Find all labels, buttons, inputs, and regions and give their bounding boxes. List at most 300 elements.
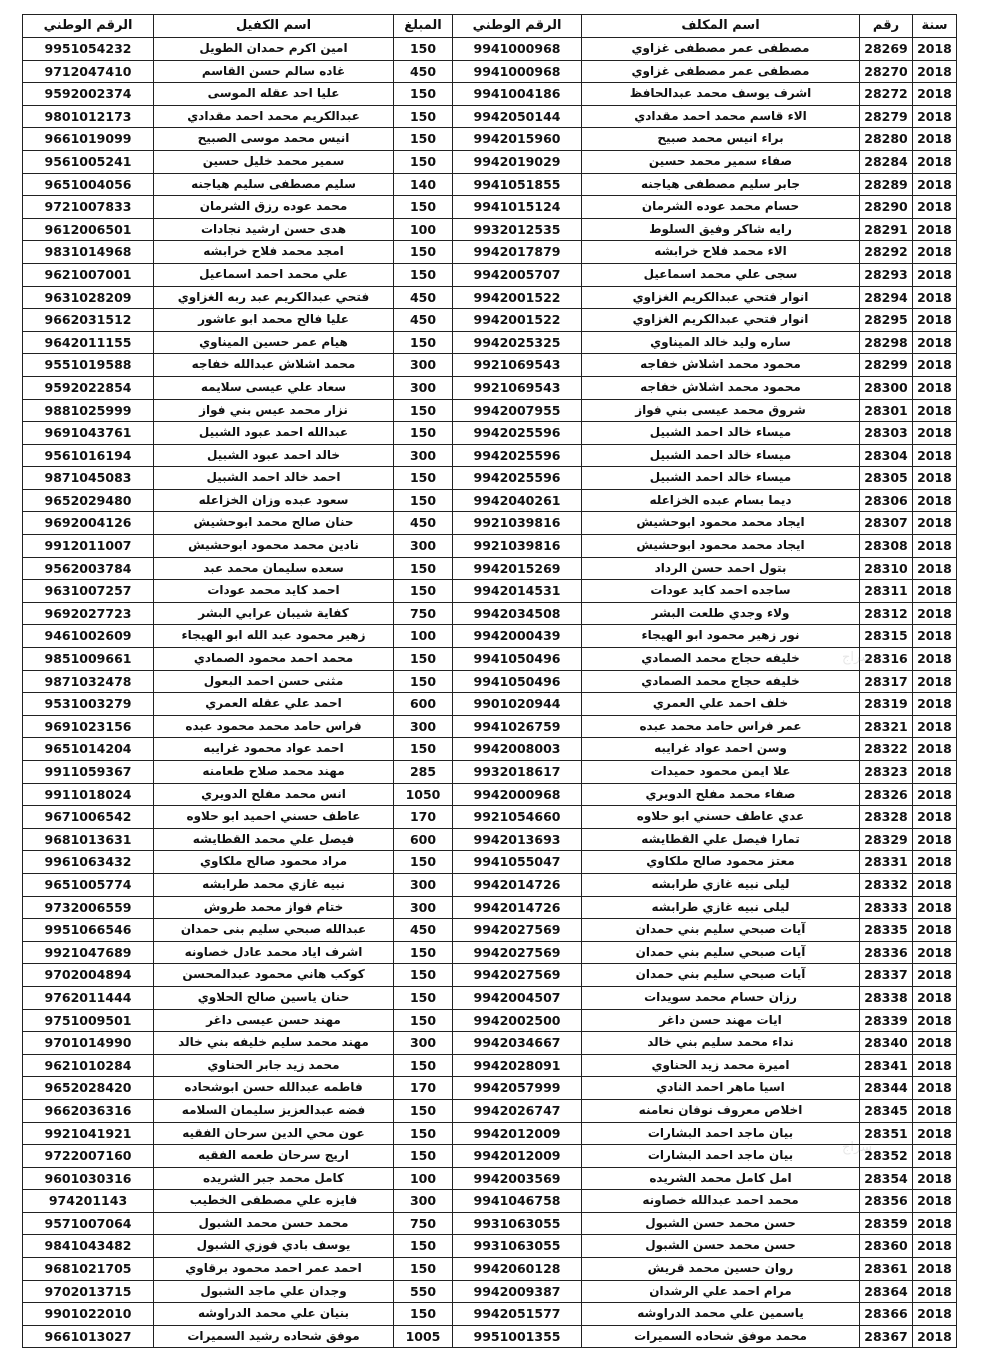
cell-year: 2018	[913, 286, 957, 309]
cell-sponsor-name: امين اكرم حمدان الطويل	[154, 38, 394, 61]
table-row	[23, 331, 957, 354]
cell-year: 2018	[913, 354, 957, 377]
cell-debtor-name: نداء محمد سليم بني خالد	[582, 1032, 860, 1055]
table-row	[23, 535, 957, 558]
cell-sponsor-name: وجدان علي ماجد الشبول	[154, 1280, 394, 1303]
cell-sponsor-name: سمير محمد خليل حسين	[154, 150, 394, 173]
cell-national-id-sponsor: 9662036316	[23, 1099, 154, 1122]
cell-sponsor-name: سعود عبده وزان الخزاعله	[154, 489, 394, 512]
cell-record-number: 28312	[860, 602, 913, 625]
cell-year: 2018	[913, 1032, 957, 1055]
cell-sponsor-name: محمد اشلاش عبدالله خفاجه	[154, 354, 394, 377]
table-row	[23, 444, 957, 467]
cell-national-id-sponsor: 974201143	[23, 1190, 154, 1213]
cell-debtor-name: بيان ماجد احمد البشارات	[582, 1122, 860, 1145]
cell-sponsor-name: محمد عوده رزق الشرمان	[154, 196, 394, 219]
cell-national-id-debtor: 9942027569	[453, 941, 582, 964]
cell-sponsor-name: مهند محمد صلاح طعامنه	[154, 761, 394, 784]
cell-national-id-debtor: 9942007955	[453, 399, 582, 422]
cell-national-id-sponsor: 9651014204	[23, 738, 154, 761]
cell-national-id-sponsor: 9621007001	[23, 263, 154, 286]
cell-year: 2018	[913, 580, 957, 603]
cell-record-number: 28304	[860, 444, 913, 467]
cell-year: 2018	[913, 535, 957, 558]
cell-national-id-debtor: 9921039816	[453, 512, 582, 535]
cell-year: 2018	[913, 1054, 957, 1077]
cell-national-id-debtor: 9941046758	[453, 1190, 582, 1213]
cell-amount: 170	[394, 1077, 453, 1100]
cell-national-id-sponsor: 9921041921	[23, 1122, 154, 1145]
table-row	[23, 986, 957, 1009]
cell-debtor-name: رايه شاكر وفيق السلوط	[582, 218, 860, 241]
cell-record-number: 28331	[860, 851, 913, 874]
header-year: سنة	[913, 15, 957, 38]
cell-year: 2018	[913, 1258, 957, 1281]
cell-sponsor-name: هدى حسن ارشيد نجادات	[154, 218, 394, 241]
cell-amount: 300	[394, 896, 453, 919]
cell-debtor-name: الاء قاسم محمد احمد مقدادي	[582, 105, 860, 128]
cell-national-id-debtor: 9942014726	[453, 896, 582, 919]
cell-record-number: 28280	[860, 128, 913, 151]
cell-debtor-name: صفاء سمير محمد حسين	[582, 150, 860, 173]
cell-year: 2018	[913, 263, 957, 286]
cell-debtor-name: آيات صبحي سليم بني حمدان	[582, 964, 860, 987]
cell-amount: 300	[394, 1190, 453, 1213]
cell-record-number: 28351	[860, 1122, 913, 1145]
cell-sponsor-name: يوسف بادي فوزي الشبول	[154, 1235, 394, 1258]
cell-amount: 150	[394, 128, 453, 151]
cell-debtor-name: عدي عاطف حسني ابو حلاوه	[582, 806, 860, 829]
cell-debtor-name: ليلى نبيه غازي طرابشه	[582, 896, 860, 919]
cell-year: 2018	[913, 1145, 957, 1168]
cell-debtor-name: اخلاص معروف نوفان نعامنه	[582, 1099, 860, 1122]
cell-record-number: 28336	[860, 941, 913, 964]
table-row	[23, 670, 957, 693]
cell-national-id-sponsor: 9702004894	[23, 964, 154, 987]
cell-debtor-name: روان حسين محمد قريش	[582, 1258, 860, 1281]
cell-year: 2018	[913, 851, 957, 874]
cell-national-id-sponsor: 9951054232	[23, 38, 154, 61]
cell-record-number: 28322	[860, 738, 913, 761]
cell-debtor-name: ولاء وجدي طلعت البشر	[582, 602, 860, 625]
cell-sponsor-name: فتحي عبدالكريم عبد ربه الغزاوي	[154, 286, 394, 309]
cell-sponsor-name: سليم مصطفى سليم هياجنه	[154, 173, 394, 196]
cell-national-id-debtor: 9941004186	[453, 83, 582, 106]
cell-amount: 150	[394, 422, 453, 445]
cell-amount: 150	[394, 1258, 453, 1281]
cell-record-number: 28364	[860, 1280, 913, 1303]
cell-national-id-debtor: 9942008003	[453, 738, 582, 761]
cell-record-number: 28339	[860, 1009, 913, 1032]
table-row	[23, 512, 957, 535]
cell-year: 2018	[913, 1325, 957, 1348]
cell-sponsor-name: عبدالكريم محمد احمد مقدادي	[154, 105, 394, 128]
header-debtor-name: اسم المكلف	[582, 15, 860, 38]
cell-national-id-debtor: 9921039816	[453, 535, 582, 558]
cell-year: 2018	[913, 376, 957, 399]
cell-amount: 150	[394, 986, 453, 1009]
cell-national-id-debtor: 9942005707	[453, 263, 582, 286]
cell-national-id-sponsor: 9551019588	[23, 354, 154, 377]
cell-sponsor-name: احمد عواد محمود غرايبه	[154, 738, 394, 761]
cell-national-id-debtor: 9942002500	[453, 1009, 582, 1032]
cell-record-number: 28332	[860, 873, 913, 896]
cell-debtor-name: محمود محمد اشلاش خفاجه	[582, 354, 860, 377]
cell-year: 2018	[913, 1077, 957, 1100]
cell-national-id-sponsor: 9751009501	[23, 1009, 154, 1032]
cell-sponsor-name: غاده سالم حسن القاسم	[154, 60, 394, 83]
table-row	[23, 964, 957, 987]
cell-record-number: 28306	[860, 489, 913, 512]
cell-year: 2018	[913, 467, 957, 490]
cell-record-number: 28305	[860, 467, 913, 490]
cell-debtor-name: ميساء خالد احمد الشبيل	[582, 467, 860, 490]
table-row	[23, 1099, 957, 1122]
cell-national-id-sponsor: 9651005774	[23, 873, 154, 896]
cell-record-number: 28367	[860, 1325, 913, 1348]
cell-debtor-name: اميرة محمد زيد الحناوي	[582, 1054, 860, 1077]
cell-sponsor-name: مثنى حسن احمد البعول	[154, 670, 394, 693]
table-row	[23, 263, 957, 286]
table-row	[23, 851, 957, 874]
cell-amount: 300	[394, 535, 453, 558]
table-row	[23, 1122, 957, 1145]
cell-debtor-name: ميساء خالد احمد الشبيل	[582, 422, 860, 445]
cell-record-number: 28317	[860, 670, 913, 693]
table-row	[23, 625, 957, 648]
cell-year: 2018	[913, 512, 957, 535]
cell-national-id-sponsor: 9661013027	[23, 1325, 154, 1348]
cell-debtor-name: آيات صبحي سليم بني حمدان	[582, 941, 860, 964]
cell-national-id-debtor: 9901020944	[453, 693, 582, 716]
table-row	[23, 1190, 957, 1213]
cell-amount: 150	[394, 263, 453, 286]
table-row	[23, 941, 957, 964]
cell-amount: 150	[394, 648, 453, 671]
cell-year: 2018	[913, 1212, 957, 1235]
cell-amount: 150	[394, 851, 453, 874]
table-row	[23, 738, 957, 761]
cell-national-id-debtor: 9942013693	[453, 828, 582, 851]
cell-national-id-sponsor: 9561016194	[23, 444, 154, 467]
cell-amount: 600	[394, 828, 453, 851]
cell-debtor-name: الاء محمد فلاح خرابشه	[582, 241, 860, 264]
cell-national-id-sponsor: 9671006542	[23, 806, 154, 829]
table-row	[23, 1077, 957, 1100]
header-row	[23, 15, 957, 38]
cell-national-id-sponsor: 9721007833	[23, 196, 154, 219]
cell-national-id-debtor: 9942060128	[453, 1258, 582, 1281]
table-row	[23, 1032, 957, 1055]
cell-national-id-debtor: 9941015124	[453, 196, 582, 219]
table-row	[23, 919, 957, 942]
cell-national-id-debtor: 9942012009	[453, 1145, 582, 1168]
table-row	[23, 1009, 957, 1032]
watermark: ﺳﺮﺍﺝ	[842, 1140, 873, 1155]
cell-debtor-name: ديما بسام عبده الخزاعله	[582, 489, 860, 512]
cell-national-id-debtor: 9942012009	[453, 1122, 582, 1145]
cell-sponsor-name: بنيان علي محمد الدراوشه	[154, 1303, 394, 1326]
cell-debtor-name: ايجاد محمد محمود ابوحشيش	[582, 512, 860, 535]
cell-record-number: 28308	[860, 535, 913, 558]
cell-national-id-sponsor: 9692004126	[23, 512, 154, 535]
cell-debtor-name: خلف احمد علي العمري	[582, 693, 860, 716]
cell-year: 2018	[913, 941, 957, 964]
cell-national-id-sponsor: 9631007257	[23, 580, 154, 603]
cell-national-id-debtor: 9942057999	[453, 1077, 582, 1100]
cell-national-id-sponsor: 9681021705	[23, 1258, 154, 1281]
cell-year: 2018	[913, 1190, 957, 1213]
cell-year: 2018	[913, 806, 957, 829]
cell-year: 2018	[913, 986, 957, 1009]
cell-national-id-sponsor: 9652029480	[23, 489, 154, 512]
cell-national-id-sponsor: 9631028209	[23, 286, 154, 309]
cell-debtor-name: مصطفى عمر مصطفى غزاوي	[582, 38, 860, 61]
cell-year: 2018	[913, 196, 957, 219]
cell-national-id-debtor: 9941050496	[453, 670, 582, 693]
cell-record-number: 28326	[860, 783, 913, 806]
cell-debtor-name: جابر سليم مصطفى هياجنه	[582, 173, 860, 196]
cell-debtor-name: ميساء خالد احمد الشبيل	[582, 444, 860, 467]
cell-record-number: 28295	[860, 309, 913, 332]
records-sheet	[22, 14, 956, 1348]
cell-year: 2018	[913, 1280, 957, 1303]
cell-sponsor-name: اريج سرحان طعمه الفقيه	[154, 1145, 394, 1168]
cell-record-number: 28310	[860, 557, 913, 580]
cell-amount: 150	[394, 399, 453, 422]
cell-record-number: 28319	[860, 693, 913, 716]
cell-national-id-sponsor: 9531003279	[23, 693, 154, 716]
cell-debtor-name: مصطفى عمر مصطفى غزاوي	[582, 60, 860, 83]
cell-year: 2018	[913, 964, 957, 987]
cell-sponsor-name: كامل محمد جبر الشريده	[154, 1167, 394, 1190]
cell-sponsor-name: فضه عبدالعزيز سليمان السلامه	[154, 1099, 394, 1122]
cell-sponsor-name: موفق شحاده رشيد السميرات	[154, 1325, 394, 1348]
cell-national-id-sponsor: 9911018024	[23, 783, 154, 806]
records-table	[22, 14, 957, 1348]
cell-national-id-sponsor: 9662031512	[23, 309, 154, 332]
cell-year: 2018	[913, 602, 957, 625]
table-row	[23, 1303, 957, 1326]
cell-year: 2018	[913, 670, 957, 693]
cell-amount: 150	[394, 964, 453, 987]
cell-sponsor-name: ختام فواز محمد طروش	[154, 896, 394, 919]
cell-amount: 150	[394, 331, 453, 354]
cell-debtor-name: اشرف يوسف محمد عبدالحافظ	[582, 83, 860, 106]
cell-year: 2018	[913, 738, 957, 761]
cell-national-id-sponsor: 9661019099	[23, 128, 154, 151]
cell-year: 2018	[913, 38, 957, 61]
cell-debtor-name: امل كامل محمد الشريده	[582, 1167, 860, 1190]
table-row	[23, 422, 957, 445]
cell-national-id-sponsor: 9681013631	[23, 828, 154, 851]
cell-national-id-sponsor: 9592022854	[23, 376, 154, 399]
table-row	[23, 557, 957, 580]
cell-record-number: 28340	[860, 1032, 913, 1055]
cell-national-id-sponsor: 9961063432	[23, 851, 154, 874]
header-number: رقم	[860, 15, 913, 38]
cell-record-number: 28345	[860, 1099, 913, 1122]
cell-national-id-debtor: 9942000968	[453, 783, 582, 806]
cell-year: 2018	[913, 1009, 957, 1032]
table-row	[23, 1258, 957, 1281]
cell-amount: 150	[394, 105, 453, 128]
cell-record-number: 28359	[860, 1212, 913, 1235]
cell-amount: 150	[394, 670, 453, 693]
cell-debtor-name: ياسمين علي محمد الدراوشه	[582, 1303, 860, 1326]
table-row	[23, 83, 957, 106]
cell-sponsor-name: امجد محمد فلاح خرابشه	[154, 241, 394, 264]
cell-national-id-debtor: 9942025596	[453, 444, 582, 467]
cell-national-id-sponsor: 9612006501	[23, 218, 154, 241]
cell-year: 2018	[913, 761, 957, 784]
cell-national-id-sponsor: 9561005241	[23, 150, 154, 173]
cell-debtor-name: شروق محمد عيسى بني فواز	[582, 399, 860, 422]
cell-record-number: 28289	[860, 173, 913, 196]
cell-amount: 450	[394, 309, 453, 332]
cell-national-id-debtor: 9932018617	[453, 761, 582, 784]
cell-national-id-sponsor: 9871032478	[23, 670, 154, 693]
cell-record-number: 28301	[860, 399, 913, 422]
cell-national-id-debtor: 9942009387	[453, 1280, 582, 1303]
cell-sponsor-name: احمد علي عقله العمري	[154, 693, 394, 716]
cell-record-number: 28333	[860, 896, 913, 919]
cell-year: 2018	[913, 444, 957, 467]
cell-national-id-sponsor: 9692027723	[23, 602, 154, 625]
cell-year: 2018	[913, 896, 957, 919]
cell-debtor-name: محمود محمد اشلاش خفاجه	[582, 376, 860, 399]
cell-year: 2018	[913, 218, 957, 241]
cell-national-id-sponsor: 9732006559	[23, 896, 154, 919]
table-row	[23, 761, 957, 784]
cell-year: 2018	[913, 150, 957, 173]
cell-debtor-name: صفاء محمد مفلح الدويري	[582, 783, 860, 806]
cell-amount: 600	[394, 693, 453, 716]
cell-national-id-sponsor: 9871045083	[23, 467, 154, 490]
cell-sponsor-name: عليا فالح محمد ابو عاشور	[154, 309, 394, 332]
cell-debtor-name: تمارا فيصل علي القطايشه	[582, 828, 860, 851]
cell-year: 2018	[913, 715, 957, 738]
cell-national-id-debtor: 9942014726	[453, 873, 582, 896]
cell-national-id-debtor: 9941026759	[453, 715, 582, 738]
cell-national-id-debtor: 9942034667	[453, 1032, 582, 1055]
cell-national-id-debtor: 9941000968	[453, 38, 582, 61]
cell-amount: 150	[394, 83, 453, 106]
cell-record-number: 28307	[860, 512, 913, 535]
cell-national-id-sponsor: 9701014990	[23, 1032, 154, 1055]
cell-sponsor-name: مهند محمد سليم خليفه بني خالد	[154, 1032, 394, 1055]
table-row	[23, 693, 957, 716]
table-row	[23, 173, 957, 196]
table-row	[23, 1145, 957, 1168]
cell-debtor-name: انوار فتحي عبدالكريم الغزاوي	[582, 309, 860, 332]
cell-debtor-name: ساجده احمد كايد عودات	[582, 580, 860, 603]
cell-debtor-name: ايات مهند حسن داغر	[582, 1009, 860, 1032]
cell-year: 2018	[913, 648, 957, 671]
cell-debtor-name: سجى علي محمد اسماعيل	[582, 263, 860, 286]
cell-national-id-debtor: 9941055047	[453, 851, 582, 874]
cell-amount: 150	[394, 941, 453, 964]
table-row	[23, 1235, 957, 1258]
cell-national-id-sponsor: 9801012173	[23, 105, 154, 128]
cell-year: 2018	[913, 83, 957, 106]
cell-amount: 170	[394, 806, 453, 829]
cell-national-id-sponsor: 9592002374	[23, 83, 154, 106]
cell-year: 2018	[913, 1235, 957, 1258]
table-row	[23, 1054, 957, 1077]
cell-record-number: 28341	[860, 1054, 913, 1077]
cell-debtor-name: علا ايمن محمود حميدات	[582, 761, 860, 784]
table-row	[23, 354, 957, 377]
cell-record-number: 28299	[860, 354, 913, 377]
cell-record-number: 28300	[860, 376, 913, 399]
cell-record-number: 28337	[860, 964, 913, 987]
cell-sponsor-name: فاطمه عبدالله حسن ابوشحاده	[154, 1077, 394, 1100]
cell-sponsor-name: مهند حسن عيسى داغر	[154, 1009, 394, 1032]
cell-record-number: 28344	[860, 1077, 913, 1100]
table-row	[23, 489, 957, 512]
cell-debtor-name: خليفه حجاج محمد الصمادي	[582, 670, 860, 693]
cell-national-id-sponsor: 9461002609	[23, 625, 154, 648]
cell-sponsor-name: عليا احد عقله الموسى	[154, 83, 394, 106]
table-row	[23, 105, 957, 128]
cell-amount: 100	[394, 1167, 453, 1190]
cell-record-number: 28291	[860, 218, 913, 241]
cell-amount: 150	[394, 241, 453, 264]
header-amount: المبلغ	[394, 15, 453, 38]
cell-year: 2018	[913, 557, 957, 580]
cell-national-id-debtor: 9942026747	[453, 1099, 582, 1122]
cell-record-number: 28311	[860, 580, 913, 603]
cell-record-number: 28270	[860, 60, 913, 83]
cell-national-id-sponsor: 9691023156	[23, 715, 154, 738]
table-row	[23, 376, 957, 399]
cell-record-number: 28303	[860, 422, 913, 445]
cell-record-number: 28284	[860, 150, 913, 173]
header-national-id-sponsor: الرقم الوطني	[23, 15, 154, 38]
table-row	[23, 783, 957, 806]
cell-sponsor-name: عبدالله احمد عبود الشبيل	[154, 422, 394, 445]
cell-record-number: 28360	[860, 1235, 913, 1258]
cell-national-id-debtor: 9942001522	[453, 286, 582, 309]
table-row	[23, 399, 957, 422]
cell-sponsor-name: نادين محمد محمود ابوحشيش	[154, 535, 394, 558]
cell-sponsor-name: هيام عمر حسين الميناوي	[154, 331, 394, 354]
cell-sponsor-name: انيس محمد موسى الصبيح	[154, 128, 394, 151]
cell-debtor-name: حسن محمد حسن الشبول	[582, 1235, 860, 1258]
cell-sponsor-name: سعده سليمان محمد عبد	[154, 557, 394, 580]
cell-amount: 300	[394, 715, 453, 738]
cell-debtor-name: آيات صبحي سليم بني حمدان	[582, 919, 860, 942]
cell-debtor-name: ليلى نبيه غازي طرابشه	[582, 873, 860, 896]
cell-national-id-sponsor: 9951066546	[23, 919, 154, 942]
cell-sponsor-name: محمد احمد محمود الصمادي	[154, 648, 394, 671]
cell-national-id-sponsor: 9642011155	[23, 331, 154, 354]
cell-debtor-name: وسن احمد عواد غرايبه	[582, 738, 860, 761]
table-row	[23, 715, 957, 738]
cell-amount: 150	[394, 150, 453, 173]
cell-record-number: 28292	[860, 241, 913, 264]
header-sponsor-name: اسم الكفيل	[154, 15, 394, 38]
cell-sponsor-name: محمد زيد جابر الحناوي	[154, 1054, 394, 1077]
table-row	[23, 196, 957, 219]
cell-year: 2018	[913, 783, 957, 806]
cell-amount: 1050	[394, 783, 453, 806]
cell-sponsor-name: زهير محمود عبد الله ابو الهيجاء	[154, 625, 394, 648]
table-body	[23, 38, 957, 1348]
cell-amount: 150	[394, 1235, 453, 1258]
cell-national-id-sponsor: 9621010284	[23, 1054, 154, 1077]
